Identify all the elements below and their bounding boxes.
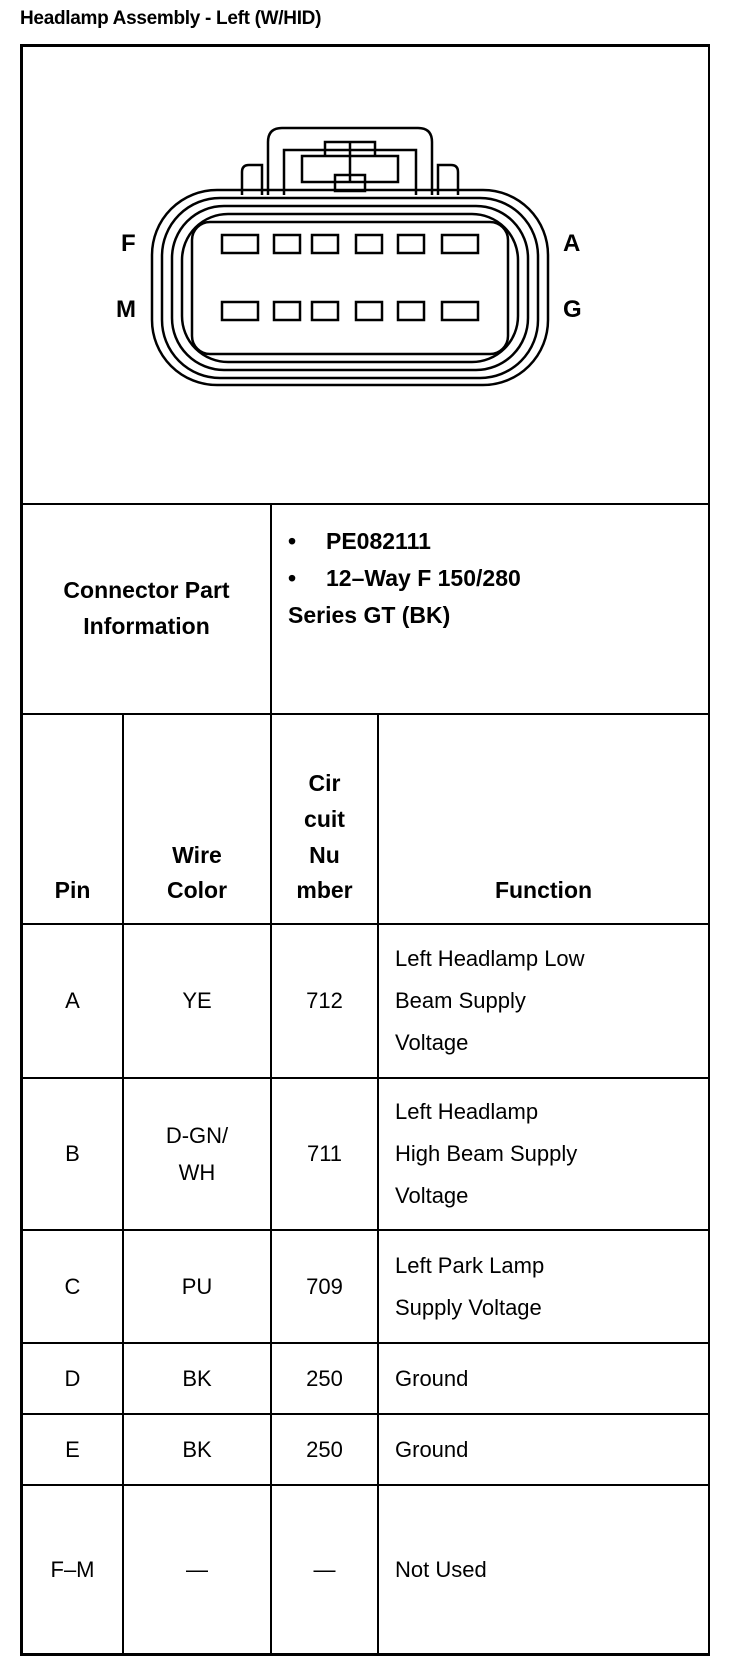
pin-label-a: A	[563, 230, 581, 257]
pin-label-f: F	[121, 230, 136, 257]
table-row-fm-circuit: —	[313, 1556, 336, 1582]
connector-type: 12–Way F 150/280	[326, 564, 521, 591]
table-row-d-circuit: 250	[306, 1365, 343, 1391]
table-row-c-function: Left Park Lamp Supply Voltage	[395, 1252, 545, 1320]
table-row-c-pin: C	[64, 1273, 81, 1299]
table-row-e-function: Ground	[395, 1436, 469, 1462]
header-circuit-number: Cir cuit Nu mber	[296, 770, 353, 904]
table-row-a-function: Left Headlamp Low Beam Supply Voltage	[395, 946, 585, 1055]
table-row-c-circuit: 709	[306, 1273, 343, 1299]
table-row-e-color: BK	[182, 1436, 212, 1462]
header-wire-color: Wire Color	[166, 841, 228, 904]
table-row-d-pin: D	[64, 1365, 81, 1391]
connector-series: Series GT (BK)	[288, 601, 451, 628]
table-row-b-color: D-GN/ WH	[165, 1122, 229, 1185]
table-row-e-pin: E	[65, 1436, 80, 1462]
table-row-d-color: BK	[182, 1365, 212, 1391]
table-row-b-function: Left Headlamp High Beam Supply Voltage	[395, 1099, 578, 1208]
table-row-a-color: YE	[182, 988, 212, 1014]
page-title: Headlamp Assembly - Left (W/HID)	[20, 8, 322, 29]
table-row-c-color: PU	[181, 1273, 213, 1299]
table-row-b-pin: B	[65, 1141, 80, 1167]
table-row-a-pin: A	[65, 988, 80, 1014]
pin-label-g: G	[563, 296, 582, 323]
table-row-e-circuit: 250	[306, 1436, 343, 1462]
header-pin: Pin	[54, 877, 91, 904]
connector-diagram	[150, 120, 600, 390]
pin-label-m: M	[116, 296, 136, 323]
table-row-b-circuit: 711	[306, 1141, 343, 1167]
table-row-fm-function: Not Used	[395, 1556, 487, 1582]
table-row-fm-pin: F–M	[50, 1556, 95, 1582]
part-number: PE082111	[326, 528, 431, 554]
connector-part-info-values: • PE082111 • 12–Way F 150/280 Series GT (BK)	[272, 505, 708, 713]
table-row-a-circuit: 712	[306, 988, 343, 1014]
header-function: Function	[494, 877, 593, 904]
table-row-d-function: Ground	[395, 1365, 469, 1391]
connector-part-info-label: Connector Part Information	[63, 577, 230, 639]
table-row-fm-color: —	[186, 1556, 208, 1582]
